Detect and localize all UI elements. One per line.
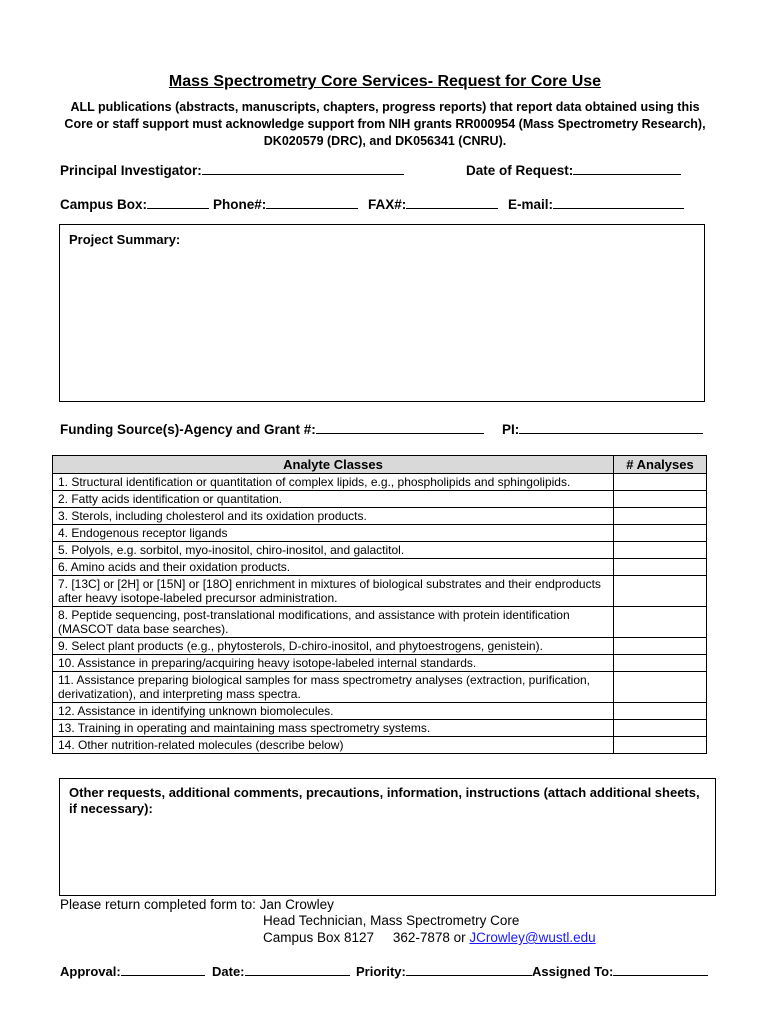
principal-investigator-field[interactable] xyxy=(60,161,404,178)
analyses-count-cell[interactable] xyxy=(614,737,707,754)
contact-email-link[interactable]: JCrowley@wustl.edu xyxy=(469,930,596,945)
analyses-count-cell[interactable] xyxy=(614,655,707,672)
principal-investigator-blank[interactable] xyxy=(202,161,404,175)
analyses-count-cell[interactable] xyxy=(614,703,707,720)
project-summary-box[interactable] xyxy=(59,224,705,402)
date-of-request-label: Date of Request: xyxy=(466,163,574,178)
analyte-class-cell: 3. Sterols, including cholesterol and its oxidation products. xyxy=(53,508,614,525)
approval-field[interactable] xyxy=(60,962,205,979)
funding-source-blank[interactable] xyxy=(316,420,484,434)
table-row xyxy=(53,508,707,525)
analyte-class-cell: 10. Assistance in preparing/acquiring heavy isotope-labeled internal standards. xyxy=(53,655,614,672)
principal-investigator-label: Principal Investigator: xyxy=(60,163,202,178)
email-field[interactable] xyxy=(508,195,684,212)
project-summary-label: Project Summary: xyxy=(69,232,181,247)
campus-box-label: Campus Box: xyxy=(60,197,148,212)
analyses-count-cell[interactable] xyxy=(614,638,707,655)
analyte-class-cell: 11. Assistance preparing biological samples for mass spectrometry analyses (extraction, purification, derivatization), and interpreting mass spectra. xyxy=(53,672,614,703)
table-row xyxy=(53,542,707,559)
table-row xyxy=(53,703,707,720)
assigned-to-label: Assigned To: xyxy=(532,964,614,979)
analyte-class-cell: 7. [13C] or [2H] or [15N] or [18O] enrichment in mixtures of biological substrates and their endproducts after heavy isotope-labeled precursor administration. xyxy=(53,576,614,607)
analyses-count-cell[interactable] xyxy=(614,559,707,576)
table-row xyxy=(53,672,707,703)
analyses-count-cell[interactable] xyxy=(614,491,707,508)
table-header-row xyxy=(53,456,707,474)
return-campus-box-phone: Campus Box 8127 362-7878 or xyxy=(263,930,466,945)
approval-date-field[interactable] xyxy=(212,962,350,979)
email-label: E-mail: xyxy=(508,197,554,212)
table-row xyxy=(53,720,707,737)
phone-field[interactable] xyxy=(213,195,358,212)
funding-source-label: Funding Source(s)-Agency and Grant #: xyxy=(60,422,316,437)
email-blank[interactable] xyxy=(553,195,684,209)
fax-label: FAX#: xyxy=(368,197,407,212)
date-of-request-blank[interactable] xyxy=(573,161,681,175)
approval-date-blank[interactable] xyxy=(245,962,350,976)
analyses-count-cell[interactable] xyxy=(614,672,707,703)
return-title-line: Head Technician, Mass Spectrometry Core xyxy=(263,913,520,928)
analyte-class-cell: 1. Structural identification or quantitation of complex lipids, e.g., phospholipids and sphingolipids. xyxy=(53,474,614,491)
table-row xyxy=(53,474,707,491)
assigned-to-blank[interactable] xyxy=(613,962,708,976)
funding-pi-blank[interactable] xyxy=(519,420,703,434)
page-title: Mass Spectrometry Core Services- Request for Core Use xyxy=(168,73,602,90)
analyses-count-cell[interactable] xyxy=(614,720,707,737)
priority-field[interactable] xyxy=(356,962,532,979)
analyte-classes-header: Analyte Classes xyxy=(53,456,614,474)
table-row xyxy=(53,491,707,508)
fax-field[interactable] xyxy=(368,195,498,212)
approval-blank[interactable] xyxy=(121,962,205,976)
funding-pi-label: PI: xyxy=(502,422,520,437)
fax-blank[interactable] xyxy=(406,195,498,209)
table-row xyxy=(53,576,707,607)
table-row xyxy=(53,655,707,672)
table-row xyxy=(53,638,707,655)
analyses-count-header: # Analyses xyxy=(614,456,707,474)
analyte-class-cell: 5. Polyols, e.g. sorbitol, myo-inositol, chiro-inositol, and galactitol. xyxy=(53,542,614,559)
analyte-class-cell: 9. Select plant products (e.g., phytosterols, D-chiro-inositol, and phytoestrogens, genistein). xyxy=(53,638,614,655)
return-to-line: Please return completed form to: Jan Crowley xyxy=(60,897,334,912)
other-requests-label: Other requests, additional comments, precautions, information, instructions (attach additional sheets, if necessary): xyxy=(69,785,700,816)
analyses-count-cell[interactable] xyxy=(614,607,707,638)
table-row xyxy=(53,525,707,542)
priority-blank[interactable] xyxy=(406,962,532,976)
analyte-class-cell: 2. Fatty acids identification or quantitation. xyxy=(53,491,614,508)
table-row xyxy=(53,607,707,638)
approval-date-label: Date: xyxy=(212,964,245,979)
approval-label: Approval: xyxy=(60,964,121,979)
table-row xyxy=(53,737,707,754)
campus-box-field[interactable] xyxy=(60,195,209,212)
priority-label: Priority: xyxy=(356,964,406,979)
phone-label: Phone#: xyxy=(213,197,267,212)
analyte-classes-table xyxy=(52,455,707,754)
analyses-count-cell[interactable] xyxy=(614,508,707,525)
return-contact-line xyxy=(263,929,596,946)
funding-pi-field[interactable] xyxy=(502,420,703,437)
campus-box-blank[interactable] xyxy=(147,195,209,209)
analyte-class-cell: 6. Amino acids and their oxidation products. xyxy=(53,559,614,576)
table-row xyxy=(53,559,707,576)
analyte-class-cell: 4. Endogenous receptor ligands xyxy=(53,525,614,542)
assigned-to-field[interactable] xyxy=(532,962,708,979)
analyte-class-cell: 12. Assistance in identifying unknown biomolecules. xyxy=(53,703,614,720)
acknowledgement-notice: ALL publications (abstracts, manuscripts, chapters, progress reports) that report data obtained using this Core or staff support must acknowledge support from NIH grants RR000954 (Mass Spectrometry Research), DK020579 (DRC), and DK056341 (CNRU). xyxy=(64,100,706,148)
other-requests-box[interactable] xyxy=(59,778,716,896)
analyses-count-cell[interactable] xyxy=(614,474,707,491)
analyte-class-cell: 8. Peptide sequencing, post-translational modifications, and assistance with protein identification (MASCOT data base searches). xyxy=(53,607,614,638)
funding-source-field[interactable] xyxy=(60,420,484,437)
analyses-count-cell[interactable] xyxy=(614,525,707,542)
analyses-count-cell[interactable] xyxy=(614,576,707,607)
analyte-class-cell: 13. Training in operating and maintaining mass spectrometry systems. xyxy=(53,720,614,737)
phone-blank[interactable] xyxy=(266,195,358,209)
date-of-request-field[interactable] xyxy=(466,161,681,178)
analyte-class-cell: 14. Other nutrition-related molecules (describe below) xyxy=(53,737,614,754)
analyses-count-cell[interactable] xyxy=(614,542,707,559)
